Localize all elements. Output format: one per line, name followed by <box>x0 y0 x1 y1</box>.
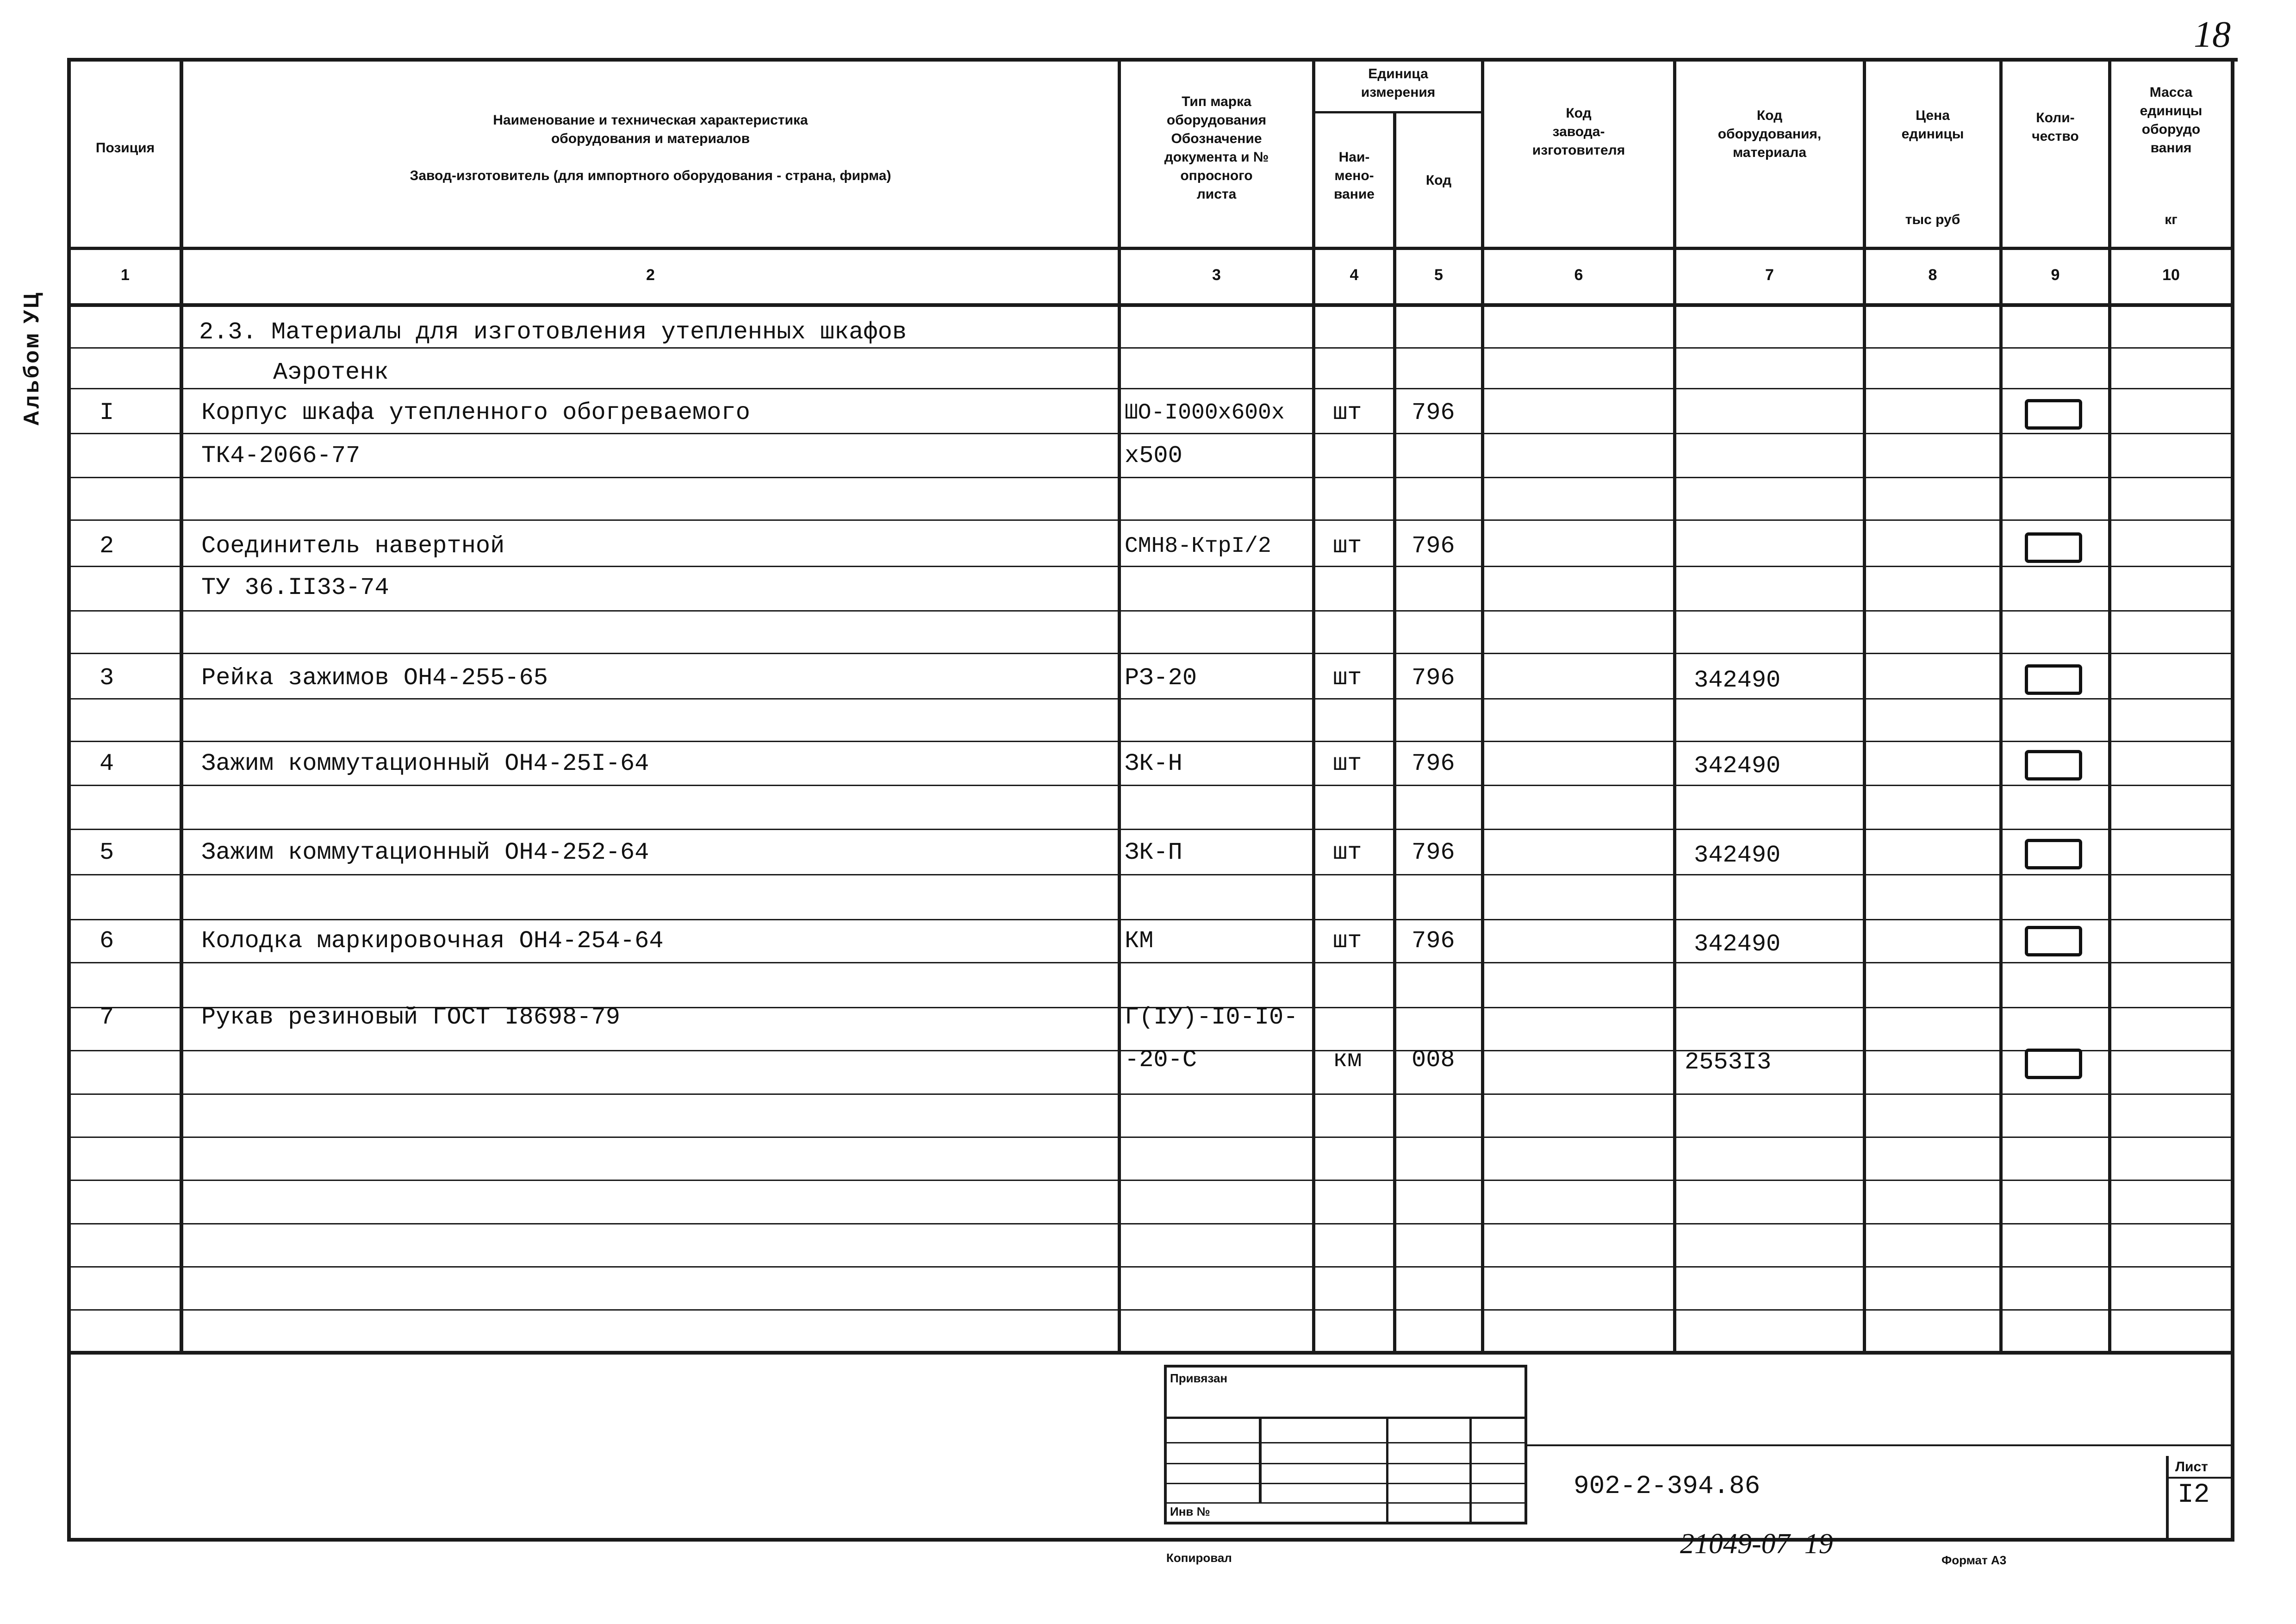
row-equip: 342490 <box>1694 752 1781 780</box>
bottom-number: 21049-07 19 <box>1680 1528 1833 1560</box>
copied-label: Копировал <box>1166 1551 1232 1565</box>
row-name: Рукав резиновый ГОСТ I8698-79 <box>201 1004 620 1031</box>
format-label: Формат А3 <box>1941 1553 2007 1567</box>
row-unit: шт <box>1333 750 1362 777</box>
qty-box[interactable] <box>2025 532 2082 563</box>
sheet-label: Лист <box>2175 1459 2208 1474</box>
row-unit: шт <box>1333 839 1362 866</box>
col-number-6: 6 <box>1574 266 1583 284</box>
row-type: СМН8-КтрI/2 <box>1125 534 1271 559</box>
sheet-number: I2 <box>2178 1480 2210 1510</box>
row-type: РЗ-20 <box>1125 664 1197 692</box>
header-maker-code: Код завода- изготовителя <box>1532 106 1625 158</box>
stamp-bound-label: Привязан <box>1170 1371 1228 1385</box>
col-number-4: 4 <box>1350 266 1359 284</box>
row-unit: шт <box>1333 927 1362 955</box>
qty-box[interactable] <box>2025 664 2082 695</box>
qty-box[interactable] <box>2025 399 2082 430</box>
row-type: ЗК-Н <box>1125 750 1182 777</box>
col-number-8: 8 <box>1928 266 1937 284</box>
row-name: Колодка маркировочная ОН4-254-64 <box>201 927 664 955</box>
row-code: 796 <box>1412 664 1455 692</box>
qty-box[interactable] <box>2025 750 2082 781</box>
row-pos: 6 <box>100 927 114 955</box>
row-pos: I <box>100 399 114 426</box>
header-position: Позиция <box>95 140 155 156</box>
row-name-2: ТУ 36.II33-74 <box>201 574 389 601</box>
col-number-2: 2 <box>646 266 655 284</box>
row-code: 796 <box>1412 399 1455 426</box>
row-equip: 2553I3 <box>1685 1049 1772 1076</box>
row-unit: шт <box>1333 532 1362 560</box>
col-number-7: 7 <box>1765 266 1774 284</box>
row-type-2: -20-С <box>1125 1046 1197 1074</box>
row-code: 796 <box>1412 532 1455 560</box>
qty-box[interactable] <box>2025 839 2082 869</box>
row-type: ШО-I000х600х <box>1125 400 1285 425</box>
row-code: 796 <box>1412 750 1455 777</box>
row-type: КМ <box>1125 927 1154 955</box>
header-unit-group: Единица измерения <box>1361 66 1436 100</box>
header-mass: Масса единицы оборудо вания <box>2140 85 2203 156</box>
row-equip: 342490 <box>1694 667 1781 694</box>
header-equip-code: Код оборудования, материала <box>1717 108 1822 160</box>
row-pos: 7 <box>100 1004 114 1031</box>
page-mark: 18 <box>2194 14 2231 55</box>
section-title: 2.3. Материалы для изготовления утепленных шкафов <box>199 319 907 346</box>
row-name: Зажим коммутационный ОН4-252-64 <box>201 839 649 866</box>
row-name: Зажим коммутационный ОН4-25I-64 <box>201 750 649 777</box>
row-code: 796 <box>1412 927 1455 955</box>
header-type: Тип марка оборудования Обозначение документа и № опросного листа <box>1164 94 1269 202</box>
col-number-9: 9 <box>2051 266 2060 284</box>
row-name: Соединитель навертной <box>201 532 505 560</box>
qty-box[interactable] <box>2025 1049 2082 1079</box>
section-subtitle: Аэротенк <box>273 359 389 386</box>
row-pos: 2 <box>100 532 114 560</box>
row-type: Г(IУ)-I0-I0- <box>1125 1004 1298 1031</box>
col-number-1: 1 <box>121 266 130 284</box>
row-pos: 4 <box>100 750 114 777</box>
document-number: 902-2-394.86 <box>1574 1471 1761 1501</box>
header-qty: Коли- чество <box>2032 110 2079 144</box>
row-equip: 342490 <box>1694 842 1781 869</box>
row-unit: шт <box>1333 399 1362 426</box>
row-equip: 342490 <box>1694 931 1781 958</box>
row-name: Рейка зажимов ОН4-255-65 <box>201 664 548 692</box>
qty-box[interactable] <box>2025 926 2082 956</box>
row-type: ЗК-П <box>1125 839 1182 866</box>
stamp-inv-label: Инв № <box>1170 1505 1210 1518</box>
col-number-3: 3 <box>1212 266 1221 284</box>
header-mass-unit: кг <box>2165 212 2178 227</box>
row-unit: км <box>1333 1046 1362 1074</box>
row-pos: 3 <box>100 664 114 692</box>
row-name-2: ТК4-2066-77 <box>201 442 361 469</box>
row-pos: 5 <box>100 839 114 866</box>
col-number-10: 10 <box>2162 266 2180 284</box>
header-name: Наименование и техническая характеристика оборудования и материалов Завод-изготовитель (для импортного оборудования - страна, фирма) <box>410 112 891 183</box>
col-number-5: 5 <box>1434 266 1443 284</box>
row-code: 796 <box>1412 839 1455 866</box>
header-unit-name: Наи- мено- вание <box>1334 150 1375 202</box>
header-unit-code: Код <box>1425 173 1452 188</box>
row-type-2: х500 <box>1125 442 1182 469</box>
row-name: Корпус шкафа утепленного обогреваемого <box>201 399 750 426</box>
header-price: Цена единицы <box>1901 108 1964 142</box>
row-unit: шт <box>1333 664 1362 692</box>
header-price-unit: тыс руб <box>1905 212 1960 227</box>
side-label: Альбом УЦ <box>19 291 43 426</box>
row-code: 008 <box>1412 1046 1455 1074</box>
